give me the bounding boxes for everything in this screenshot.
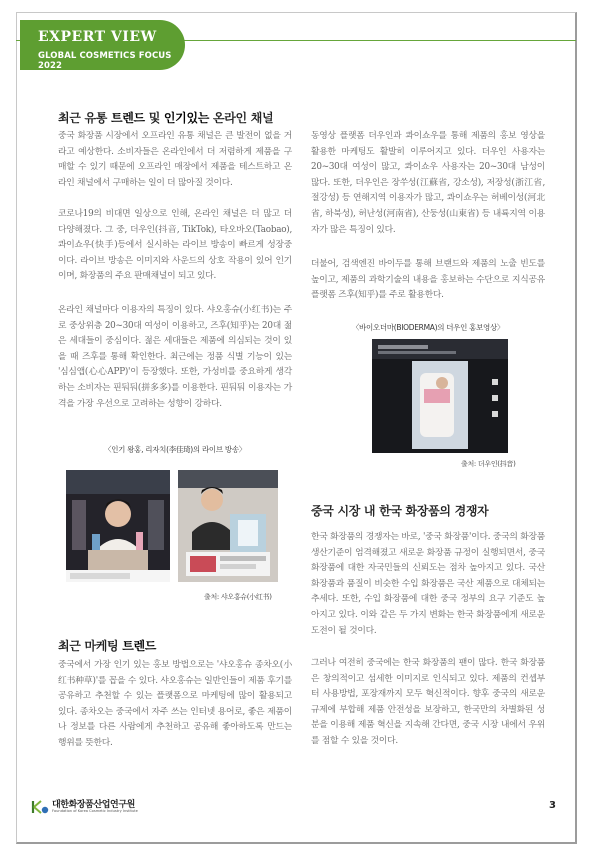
bioderma-video-photo <box>372 339 508 453</box>
section-heading-distribution <box>58 109 273 126</box>
live-stream-image-1 <box>66 470 170 582</box>
section-heading-marketing <box>58 637 156 654</box>
paragraph-korean-fans: 그러나 여전히 중국에는 한국 화장품의 팬이 많다. 한국 화장품은 창의적이고 섬세한 이미지로 인식되고 있다. 제품의 컨셉부터 사용방법, 포장재까지 모두 혁신적이다. 향후 중국의 새로운 규제에 부합해 제품 안전성을 보장하고, 한국만의 차별화된 성분을 이용해 제품 혁신을 지속해 간다면, 중국 시장 내에서 우위를 점할 수 있을 것이다. <box>311 658 545 746</box>
figure-source-live: 출처: 샤오홍슈(小红书) <box>204 593 272 601</box>
footer-logo <box>30 797 210 821</box>
paragraph-search-engine: 더불어, 검색엔진 바이두를 통해 브랜드와 제품의 노출 빈도를 높이고, 제품의 과학기술의 내용을 홍보하는 수단으로 지식공유 플랫폼 즈후(知乎)를 주로 활용한다. <box>311 259 545 301</box>
footer-logo-text: 대한화장품산업연구원 <box>52 800 135 810</box>
live-stream-image-2 <box>178 470 278 582</box>
bioderma-video-image <box>372 339 508 453</box>
paragraph-offline-channel: 중국 화장품 시장에서 오프라인 유통 채널은 큰 발전이 없을 거라고 예상한다. 소비자들은 온라인에서 더 저렴하게 제품을 구매할 수 있기 때문에 오프라인 매장에서 제품을 테스트하고 온라인 채널에서 구매하는 일이 더 많아질 것이다. <box>58 131 292 188</box>
figure-source-bioderma: 출처: 더우인(抖音) <box>461 460 516 468</box>
footer-logo-subtext: Foundation of Korea Cosmetic Industry Institute <box>52 809 138 813</box>
paragraph-live-streaming: 코로나19의 비대면 일상으로 인해, 온라인 채널은 더 많고 더 다양해졌다. 그 중, 더우인(抖音, TikTok), 타오바오(Taobao), 콰이쇼우(快手)등에서 실시하는 라이브 방송이 빠르게 성장중이다. 라이브 방송은 이미지와 사운드의 상호 작용이 있어 인기이며, 화장품의 주요 판매채널이 되고 있다. <box>58 209 292 282</box>
paragraph-competitor: 한국 화장품의 경쟁자는 바로, '중국 화장품'이다. 중국의 화장품 생산기준이 엄격해졌고 새로운 화장품 규정이 실행되면서, 중국 화장품에 대한 자국민들의 신뢰도는 점차 높아지고 있다. 국산 화장품과 품질이 비슷한 수입 화장품은 국산 제품으로 대체되는 추세다. 또한, 수입 화장품에 대한 중국 정부의 요구 기준도 높아지고 있다. 이와 같은 두 가지 변화는 한국 화장품에게 새로운 도전이 될 것이다. <box>311 532 545 636</box>
heading-highlight: 트렌드 <box>110 111 145 125</box>
live-stream-photo-2 <box>178 470 278 582</box>
heading-text: 및 <box>144 111 164 125</box>
figure-caption-bioderma: 〈바이오더마(BIODERMA)의 더우인 홍보영상〉 <box>351 323 505 332</box>
header-banner <box>20 20 185 70</box>
heading-highlight: 인기있는 <box>163 111 210 125</box>
paragraph-marketing: 중국에서 가장 인기 있는 홍보 방법으로는 '샤오홍슈 종차오(小红书种草)'를 꼽을 수 있다. 샤오홍슈는 일반인들이 제품 후기를 공유하고 추천할 수 있는 플랫폼으로 마케팅에 많이 활용되고 있다. 종차오는 중국에서 자주 쓰는 인터넷 용어로, 좋은 제품이나 정보를 다른 사람에게 추천하고 공유해 좋아하도록 만드는 행위를 뜻한다. <box>58 660 292 748</box>
live-stream-photo-1 <box>66 470 170 582</box>
paragraph-video-platforms: 동영상 플랫폼 더우인과 콰이쇼우를 통해 제품의 홍보 영상을 활용한 마케팅도 활발히 이루어지고 있다. 더우인 사용자는 20~30대 여성이 많고, 콰이쇼우 사용자는 20~30대 남성이 많다. 또한, 더우인은 장쑤성(江蘇省, 강소성), 저장성(浙江省, 절강성) 등 연해지역 이용자가 많고, 콰이쇼우는 허베이성(河北省, 하북성), 허난성(河南省), 산둥성(山東省) 등 내륙지역 이용자가 많은 특징이 있다. <box>311 131 545 235</box>
section-heading-competitor: 중국 시장 내 한국 화장품의 경쟁자 <box>311 504 489 518</box>
paragraph-channel-users: 온라인 채널마다 이용자의 특징이 있다. 샤오홍슈(小红书)는 주로 중상위층 20~30대 여성이 이용하고, 즈후(知乎)는 20대 젊은 세대들이 중심이다. 젊은 세대들은 제품에 의심되는 것이 있을 때 즈후를 통해 확인한다. 최근에는 정품 식별 기능이 있는 '심심앱(心心APP)'이 등장했다. 또한, 가성비를 중요하게 생각하는 소비자는 핀둬둬(拼多多)를 이용한다. 핀둬둬 이용자는 가격을 가장 우선으로 고려하는 성향이 강하다. <box>58 305 292 409</box>
heading-text: 온라인 채널 <box>209 111 274 125</box>
heading-highlight: 트렌드 <box>122 639 157 653</box>
header-subtitle: GLOBAL COSMETICS FOCUS 2022 <box>38 51 172 71</box>
heading-text: 최근 유통 <box>58 111 111 125</box>
heading-text: 최근 마케팅 <box>58 639 123 653</box>
figure-caption-live: 〈인기 왕홍, 리자치(李佳琦)의 라이브 방송〉 <box>104 445 246 454</box>
kcii-logo-icon <box>30 799 50 815</box>
header-title: EXPERT VIEW <box>38 29 157 45</box>
page-number: 3 <box>549 800 556 811</box>
